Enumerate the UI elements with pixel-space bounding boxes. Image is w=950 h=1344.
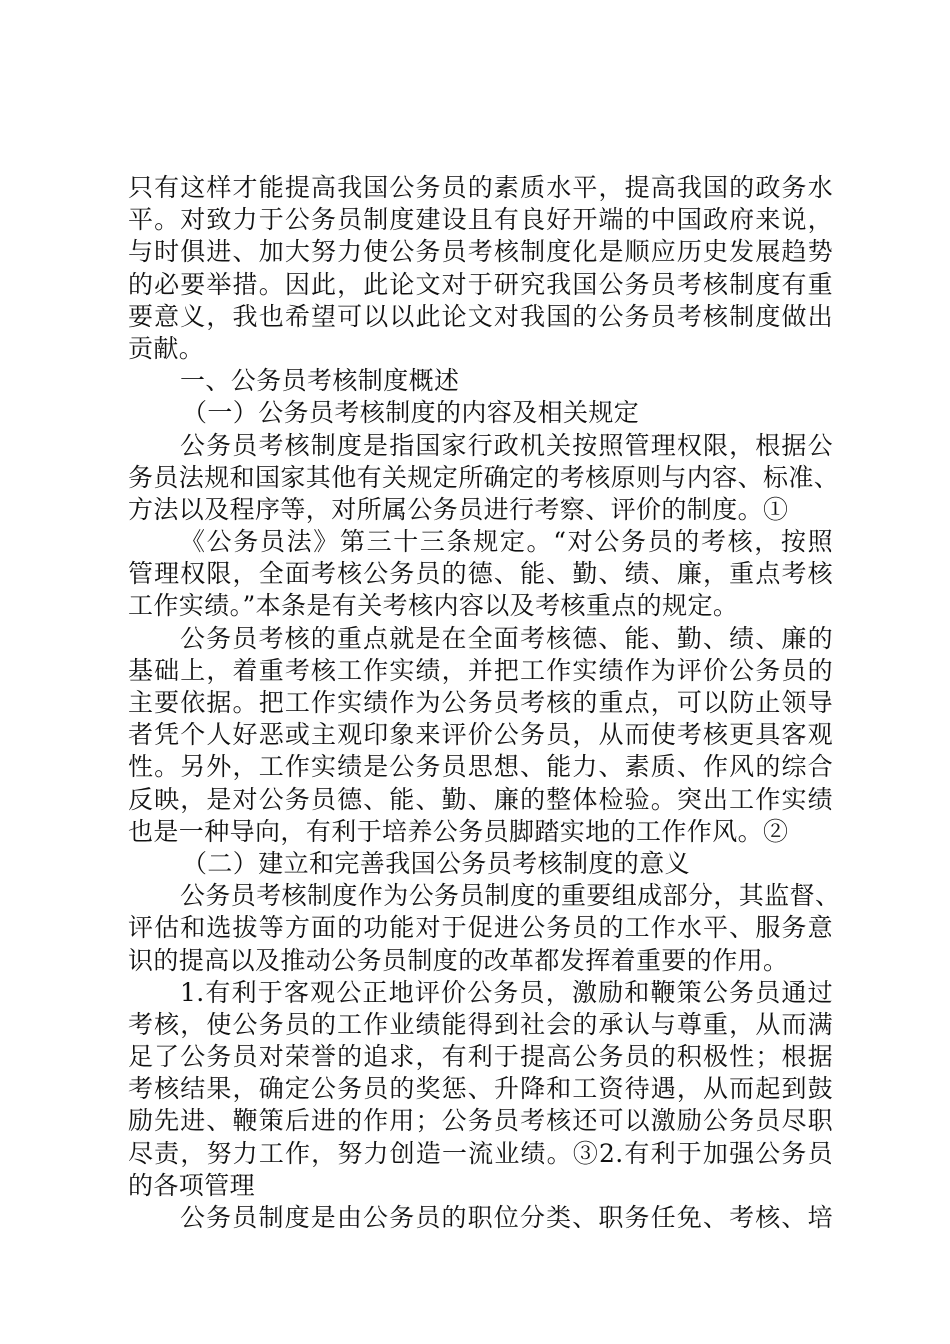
- text-line: 要意义，我也希望可以以此论文对我国的公务员考核制度做出: [128, 301, 833, 331]
- text-line: 与时俱进、加大努力使公务员考核制度化是顺应历史发展趋势: [128, 237, 833, 267]
- text-line: 公务员考核的重点就是在全面考核德、能、勤、绩、廉的: [180, 623, 833, 653]
- text-line: 工作实绩。”本条是有关考核内容以及考核重点的规定。: [128, 591, 739, 621]
- text-line: 尽责，努力工作，努力创造一流业绩。③2.有利于加强公务员: [128, 1138, 833, 1168]
- text-line: 考核结果，确定公务员的奖惩、升降和工资待遇，从而起到鼓: [128, 1074, 833, 1104]
- text-line: 反映，是对公务员德、能、勤、廉的整体检验。突出工作实绩: [128, 784, 833, 814]
- text-line: 的各项管理: [128, 1170, 256, 1200]
- text-line: 主要依据。把工作实绩作为公务员考核的重点，可以防止领导: [128, 688, 833, 717]
- section-heading: 一、公务员考核制度概述: [180, 366, 460, 396]
- text-line: 方法以及程序等，对所属公务员进行考察、评价的制度。①: [128, 494, 789, 524]
- text-line: 贡献。: [128, 333, 205, 363]
- text-line: 足了公务员对荣誉的追求，有利于提高公务员的积极性；根据: [128, 1042, 833, 1072]
- text-line: 《公务员法》第三十三条规定。“对公务员的考核，按照: [180, 527, 833, 557]
- text-line: 也是一种导向，有利于培养公务员脚踏实地的工作作风。②: [128, 816, 789, 846]
- text-line: 识的提高以及推动公务员制度的改革都发挥着重要的作用。: [128, 945, 789, 975]
- text-line: 性。另外，工作实绩是公务员思想、能力、素质、作风的综合: [128, 752, 833, 782]
- text-line: 励先进、鞭策后进的作用；公务员考核还可以激励公务员尽职: [128, 1106, 833, 1136]
- subsection-heading: （二）建立和完善我国公务员考核制度的意义: [182, 848, 691, 878]
- text-line: 只有这样才能提高我国公务员的素质水平，提高我国的政务水: [128, 173, 833, 202]
- text-line: 务员法规和国家其他有关规定所确定的考核原则与内容、标准、: [128, 462, 840, 492]
- text-line: 公务员考核制度是指国家行政机关按照管理权限，根据公: [180, 430, 833, 460]
- document-body: [128, 172, 841, 1234]
- text-line: 平。对致力于公务员制度建设且有良好开端的中国政府来说，: [128, 205, 833, 235]
- text-line: 的必要举措。因此，此论文对于研究我国公务员考核制度有重: [128, 269, 833, 299]
- text-line: 1.有利于客观公正地评价公务员，激励和鞭策公务员通过: [180, 977, 833, 1007]
- text-line: 考核，使公务员的工作业绩能得到社会的承认与尊重，从而满: [128, 1009, 833, 1039]
- subsection-heading: （一）公务员考核制度的内容及相关规定: [182, 398, 640, 428]
- text-line: 管理权限，全面考核公务员的德、能、勤、绩、廉，重点考核: [128, 559, 833, 589]
- text-line: 公务员考核制度作为公务员制度的重要组成部分，其监督、: [180, 881, 841, 911]
- text-line: 公务员制度是由公务员的职位分类、职务任免、考核、培: [180, 1203, 833, 1232]
- text-line: 者凭个人好恶或主观印象来评价公务员，从而使考核更具客观: [128, 720, 833, 750]
- text-line: 评估和选拔等方面的功能对于促进公务员的工作水平、服务意: [128, 913, 833, 943]
- text-line: 基础上，着重考核工作实绩，并把工作实绩作为评价公务员的: [128, 655, 833, 685]
